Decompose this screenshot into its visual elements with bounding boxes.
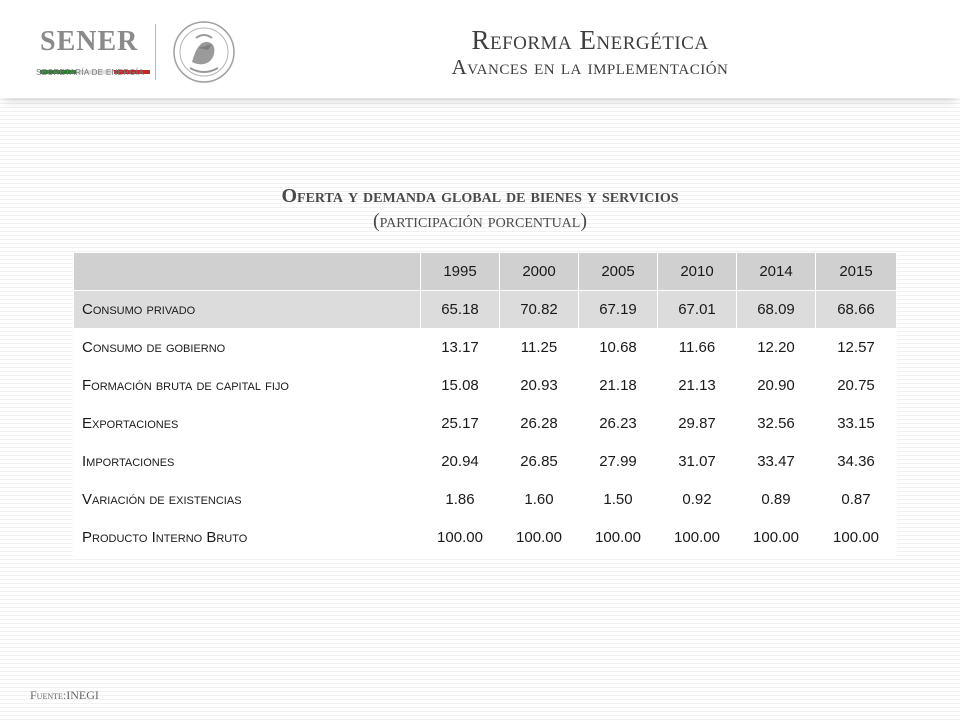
table-cell: 100.00 <box>500 519 579 557</box>
table-cell: 26.28 <box>500 405 579 443</box>
table-row <box>74 481 897 519</box>
column-header <box>74 253 421 291</box>
table-cell: 20.75 <box>816 367 897 405</box>
table-cell: 68.66 <box>816 291 897 329</box>
row-label: Consumo privado <box>74 291 421 329</box>
table-heading <box>0 183 960 233</box>
column-header: 1995 <box>421 253 500 291</box>
sener-logo-text: SENER <box>40 26 139 57</box>
table-cell: 33.47 <box>737 443 816 481</box>
column-header: 2005 <box>579 253 658 291</box>
row-label: Variación de existencias <box>74 481 421 519</box>
table-title: Oferta y demanda global de bienes y servicios <box>281 185 679 207</box>
table-cell: 20.90 <box>737 367 816 405</box>
table-cell: 27.99 <box>579 443 658 481</box>
table-cell: 13.17 <box>421 329 500 367</box>
table-cell: 20.94 <box>421 443 500 481</box>
table-cell: 12.20 <box>737 329 816 367</box>
table-cell: 11.25 <box>500 329 579 367</box>
table-row <box>74 519 897 557</box>
table-cell: 31.07 <box>658 443 737 481</box>
table-row <box>74 367 897 405</box>
table-row <box>74 291 897 329</box>
column-header: 2015 <box>816 253 897 291</box>
row-label: Formación bruta de capital fijo <box>74 367 421 405</box>
table-cell: 10.68 <box>579 329 658 367</box>
table-row <box>74 329 897 367</box>
table-cell: 12.57 <box>816 329 897 367</box>
header-titles <box>360 25 820 79</box>
table-cell: 32.56 <box>737 405 816 443</box>
table-cell: 0.92 <box>658 481 737 519</box>
row-label: Producto Interno Bruto <box>74 519 421 557</box>
table-row <box>74 443 897 481</box>
national-seal-icon <box>168 18 240 86</box>
column-header: 2014 <box>737 253 816 291</box>
logo-divider <box>155 24 156 80</box>
row-label: Importaciones <box>74 443 421 481</box>
table-cell: 11.66 <box>658 329 737 367</box>
table-cell: 67.19 <box>579 291 658 329</box>
table-cell: 100.00 <box>421 519 500 557</box>
table-subtitle: (participación porcentual) <box>372 210 588 232</box>
table-cell: 25.17 <box>421 405 500 443</box>
table-cell: 70.82 <box>500 291 579 329</box>
table-cell: 68.09 <box>737 291 816 329</box>
table-cell: 26.85 <box>500 443 579 481</box>
table-cell: 34.36 <box>816 443 897 481</box>
data-table <box>73 252 897 557</box>
header-subtitle: Avances en la implementación <box>451 55 729 79</box>
source-note: Fuente:INEGI <box>30 688 99 702</box>
row-label: Exportaciones <box>74 405 421 443</box>
table-cell: 100.00 <box>816 519 897 557</box>
column-header: 2010 <box>658 253 737 291</box>
table-cell: 1.50 <box>579 481 658 519</box>
table-cell: 29.87 <box>658 405 737 443</box>
page-header <box>0 0 960 98</box>
table-cell: 15.08 <box>421 367 500 405</box>
header-title: Reforma Energética <box>471 25 709 55</box>
table-cell: 0.89 <box>737 481 816 519</box>
table-cell: 100.00 <box>579 519 658 557</box>
table-cell: 1.60 <box>500 481 579 519</box>
table-cell: 26.23 <box>579 405 658 443</box>
table-header-row <box>74 253 897 291</box>
table-cell: 20.93 <box>500 367 579 405</box>
flag-stripes <box>40 61 152 65</box>
sener-logo <box>30 18 260 88</box>
column-header: 2000 <box>500 253 579 291</box>
table-cell: 21.18 <box>579 367 658 405</box>
table-cell: 33.15 <box>816 405 897 443</box>
table-cell: 100.00 <box>737 519 816 557</box>
table-cell: 1.86 <box>421 481 500 519</box>
table-row <box>74 405 897 443</box>
row-label: Consumo de gobierno <box>74 329 421 367</box>
table-cell: 67.01 <box>658 291 737 329</box>
table-cell: 100.00 <box>658 519 737 557</box>
table-cell: 21.13 <box>658 367 737 405</box>
table-cell: 0.87 <box>816 481 897 519</box>
sener-logo-subtitle: SECRETARÍA DE ENERGÍA <box>36 68 144 77</box>
table-cell: 65.18 <box>421 291 500 329</box>
